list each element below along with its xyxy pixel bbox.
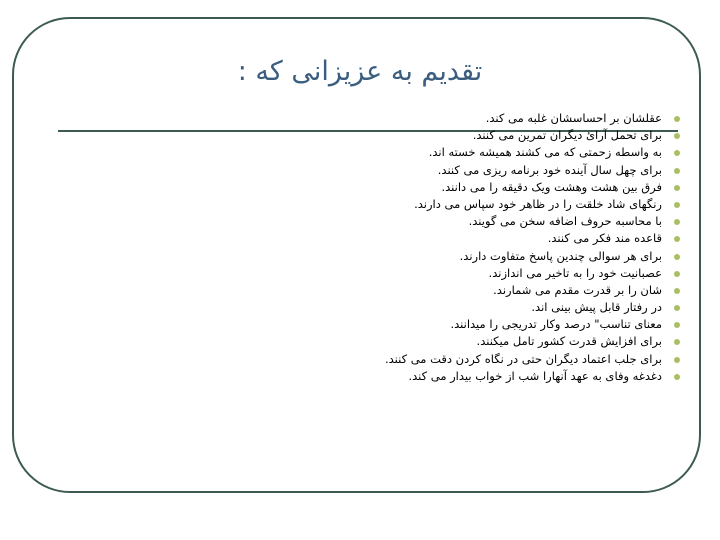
bullet-list [385,110,682,385]
bullet-icon [674,322,680,328]
bullet-icon [674,339,680,345]
list-item [385,333,682,350]
list-item [385,316,682,333]
list-item [385,299,682,316]
bullet-icon [674,254,680,260]
list-item-text: برای جلب اعتماد دیگران حتی در نگاه کردن دقت می کنند. [384,351,662,366]
list-item [385,368,682,385]
list-item [385,144,682,161]
list-item-text: معنای تناسب" درصد وکار تدریجی را میدانند. [450,317,662,332]
bullet-icon [674,374,680,380]
bullet-icon [674,168,680,174]
list-item-text: شان را بر قدرت مقدم می شمارند. [493,282,662,297]
bullet-icon [674,150,680,156]
list-item-text: عقلشان بر احساسشان غلبه می کند. [485,111,662,125]
list-item-text: برای هر سوالی چندین پاسخ متفاوت دارند. [459,248,662,263]
list-item [385,351,682,368]
list-item-text: در رفتار قابل پیش بینی اند. [531,300,662,315]
slide-title: تقدیم به عزیزانی که : [237,56,483,87]
list-item [385,162,682,179]
list-item [385,213,682,230]
list-item-text: به واسطه زحمتی که می کشند همیشه خسته اند. [428,145,662,160]
list-item-text: برای افزایش قدرت کشور تامل میکنند. [476,334,662,349]
bullet-icon [674,236,680,242]
list-item [385,196,682,213]
bullet-icon [674,202,680,208]
list-item-text: عصبانیت خود را به تاخیر می اندازند. [488,265,662,280]
list-item [385,179,682,196]
bullet-icon [674,305,680,311]
list-item [385,110,682,127]
list-item-text: دغدغه وفای به عهد آنهارا شب از خواب بیدار می کند. [408,368,662,383]
list-item-text: با محاسبه حروف اضافه سخن می گویند. [468,214,662,229]
list-item-text: برای چهل سال آینده خود برنامه ریزی می کنند. [437,162,662,177]
list-item [385,230,682,247]
bullet-icon [674,357,680,363]
bullet-icon [674,116,680,122]
list-item-text: فرق بین هشت وهشت ویک دقیقه را می دانند. [441,179,662,194]
list-item [385,248,682,265]
bullet-icon [674,133,680,139]
bullet-icon [674,288,680,294]
bullet-icon [674,271,680,277]
list-item [385,282,682,299]
list-item [385,127,682,144]
list-item-text: قاعده مند فکر می کنند. [547,231,662,246]
bullet-icon [674,185,680,191]
bullet-icon [674,219,680,225]
list-item-text: برای تحمل آرائ دیگران تمرین می کنند. [472,128,662,143]
list-item-text: رنگهای شاد خلقت را در ظاهر خود سپاس می دارند. [414,196,662,211]
list-item [385,265,682,282]
